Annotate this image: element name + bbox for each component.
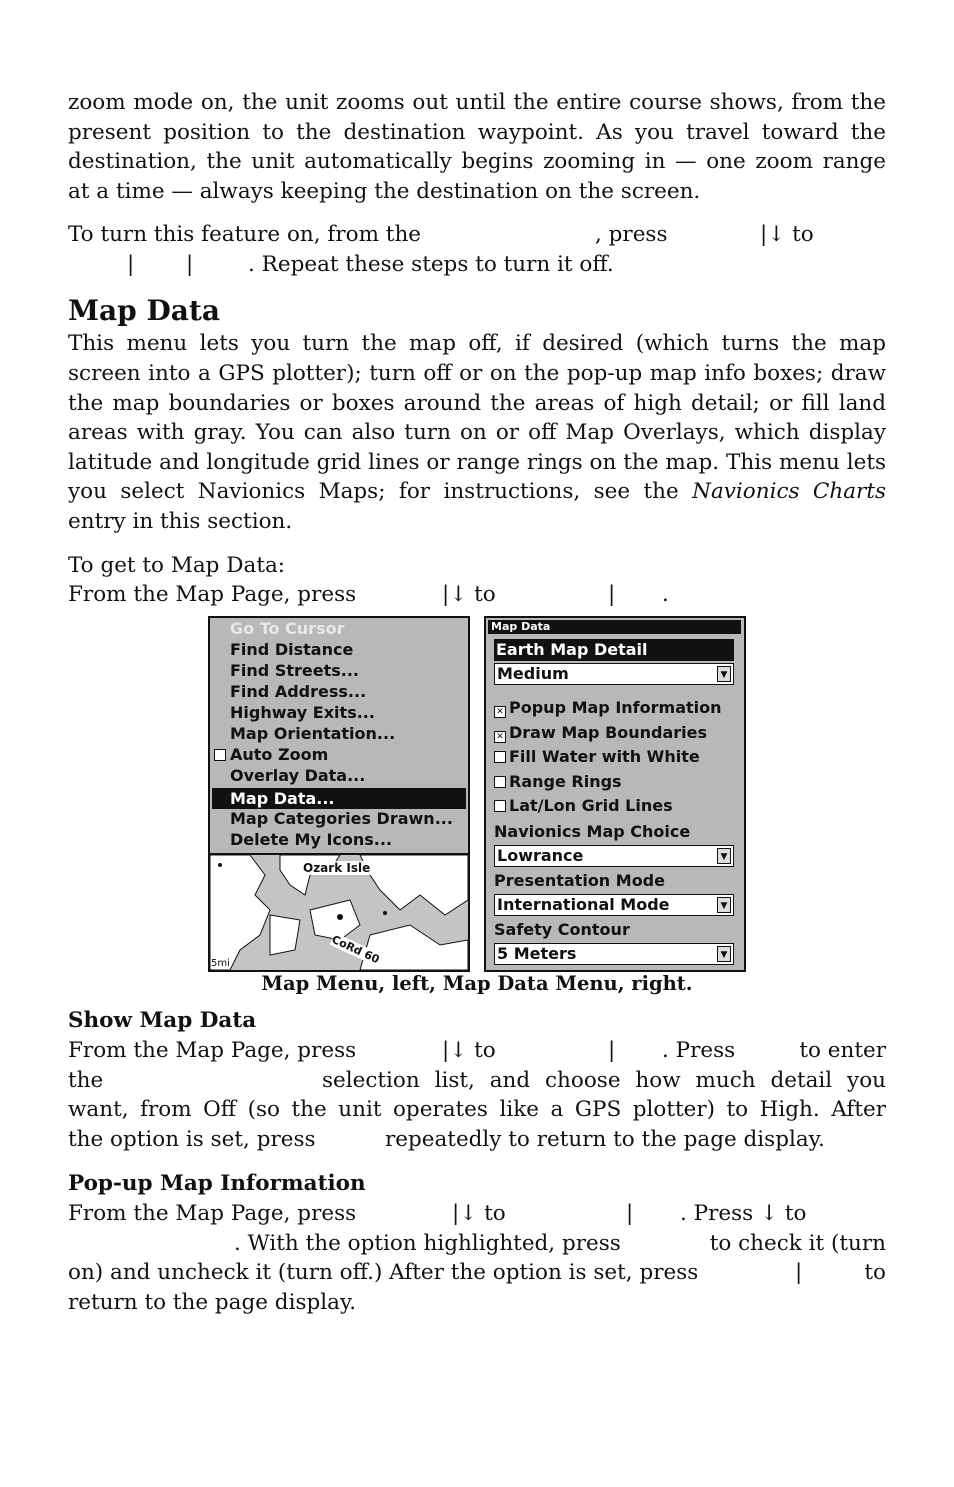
intro-text-a: To turn this feature on, from the: [68, 222, 422, 248]
earth-map-detail-value: Medium: [497, 664, 569, 684]
dropdown-arrow-icon[interactable]: ▼: [717, 946, 731, 962]
map-data-titlebar: Map Data: [488, 620, 741, 634]
intro-text-f: . Repeat these steps to turn it off.: [248, 251, 614, 277]
fill-water-checkbox[interactable]: [494, 751, 506, 763]
map-preview: [210, 853, 468, 970]
popup-info-body: [68, 1199, 886, 1318]
show-map-l1d: . Press: [662, 1038, 736, 1064]
navionics-choice-select[interactable]: [494, 845, 734, 867]
menu-map-data[interactable]: Map Data...: [212, 788, 466, 809]
dropdown-arrow-icon[interactable]: ▼: [717, 848, 731, 864]
popup-checkbox[interactable]: ✕: [494, 706, 506, 718]
map-menu-screen: [208, 616, 470, 972]
boundaries-checkbox[interactable]: ✕: [494, 731, 506, 743]
grid-lines-option[interactable]: [494, 795, 673, 817]
menu-auto-zoom[interactable]: Auto Zoom: [230, 745, 329, 765]
intro-text-d: |: [127, 251, 135, 277]
show-map-l1c: |: [608, 1038, 616, 1064]
grid-lines-label: Lat/Lon Grid Lines: [509, 796, 673, 816]
show-map-l1e: to enter: [799, 1038, 886, 1064]
safety-contour-label: Safety Contour: [494, 920, 630, 940]
menu-find-streets[interactable]: Find Streets...: [230, 661, 359, 681]
get-to-d: .: [662, 582, 669, 608]
range-rings-checkbox[interactable]: [494, 776, 506, 788]
show-map-l2b: selection list, and choose how much detail you: [322, 1067, 886, 1093]
navionics-charts-ref: Navionics Charts: [692, 479, 886, 505]
get-to-label: To get to Map Data:: [68, 552, 286, 578]
dropdown-arrow-icon[interactable]: ▼: [717, 666, 731, 682]
menu-find-address[interactable]: Find Address...: [230, 682, 367, 702]
fill-water-label: Fill Water with White: [509, 747, 700, 767]
auto-zoom-checkbox[interactable]: [214, 749, 226, 761]
popup-l3a: on) and uncheck it (turn off.) After the option is set, press: [68, 1260, 699, 1286]
get-to-a: From the Map Page, press: [68, 582, 357, 608]
menu-go-to-cursor[interactable]: Go To Cursor: [230, 619, 345, 639]
intro-text-e: |: [186, 251, 194, 277]
safety-contour-select[interactable]: [494, 943, 734, 965]
show-map-l1a: From the Map Page, press: [68, 1038, 357, 1064]
menu-highway-exits[interactable]: Highway Exits...: [230, 703, 375, 723]
page: [68, 88, 886, 1318]
intro-paragraph: zoom mode on, the unit zooms out until the entire course shows, from the present position to the destination waypoint. As you travel toward the destination, the unit automatically begins zooming in — one zoom range at a time — always keeping the destination on the screen.: [68, 90, 886, 204]
figure-screens: [68, 610, 886, 970]
map-data-screen: [484, 616, 746, 972]
menu-find-distance[interactable]: Find Distance: [230, 640, 354, 660]
figure-caption: Map Menu, left, Map Data Menu, right.: [261, 972, 693, 996]
presentation-mode-value: International Mode: [497, 895, 670, 915]
get-to-instructions: [68, 580, 886, 610]
navionics-choice-label: Navionics Map Choice: [494, 822, 691, 842]
intro-text-b: , press: [595, 222, 668, 248]
range-rings-option[interactable]: [494, 771, 622, 793]
boundaries-label: Draw Map Boundaries: [509, 723, 708, 743]
grid-lines-checkbox[interactable]: [494, 800, 506, 812]
map-scale-label: 5mi: [211, 958, 230, 970]
draw-boundaries-option[interactable]: [494, 722, 707, 744]
get-to-b: |↓ to: [442, 582, 496, 608]
range-rings-label: Range Rings: [509, 772, 622, 792]
section-heading-show-map-data: Show Map Data: [68, 1008, 257, 1034]
dropdown-arrow-icon[interactable]: ▼: [717, 897, 731, 913]
presentation-mode-label: Presentation Mode: [494, 871, 665, 891]
popup-l4: return to the page display.: [68, 1289, 357, 1315]
show-map-l3: want, from Off (so the unit operates like a GPS plotter) to High. After: [68, 1097, 886, 1123]
earth-map-detail-select[interactable]: [494, 663, 734, 685]
show-map-l4b: repeatedly to return to the page display.: [385, 1126, 825, 1152]
menu-map-orientation[interactable]: Map Orientation...: [230, 724, 396, 744]
menu-map-categories-drawn[interactable]: Map Categories Drawn...: [230, 809, 453, 829]
show-map-l2a: the: [68, 1067, 104, 1093]
presentation-mode-select[interactable]: [494, 894, 734, 916]
show-map-data-body: [68, 1036, 886, 1155]
map-data-body: [68, 329, 886, 536]
popup-label: Popup Map Information: [509, 698, 722, 718]
map-place-label: Ozark Isle: [303, 861, 371, 876]
popup-map-info-option[interactable]: [494, 697, 722, 719]
menu-delete-my-icons[interactable]: Delete My Icons...: [230, 830, 393, 850]
menu-overlay-data[interactable]: Overlay Data...: [230, 766, 366, 786]
intro-text-c: |↓ to: [760, 222, 814, 248]
popup-l1b: |↓ to: [452, 1201, 506, 1227]
map-road-label: CoRd 60: [329, 932, 382, 967]
navionics-choice-value: Lowrance: [497, 846, 584, 866]
get-to-c: |: [608, 582, 616, 608]
fill-water-option[interactable]: [494, 746, 700, 768]
popup-l1d: . Press ↓ to: [680, 1201, 807, 1227]
popup-l2b: to check it (turn: [709, 1230, 886, 1256]
section-heading-popup-info: Pop-up Map Information: [68, 1171, 366, 1197]
show-map-l1b: |↓ to: [442, 1038, 496, 1064]
popup-l2a: . With the option highlighted, press: [234, 1230, 621, 1256]
section-heading-map-data: Map Data: [68, 294, 220, 328]
map-data-body-b: entry in this section.: [68, 508, 293, 534]
popup-l3b: |: [795, 1260, 803, 1286]
popup-l3c: to: [864, 1260, 886, 1286]
safety-contour-value: 5 Meters: [497, 944, 577, 964]
popup-l1c: |: [626, 1201, 634, 1227]
intro-instructions: [68, 220, 886, 279]
earth-map-detail-label: Earth Map Detail: [494, 639, 734, 661]
map-data-body-a: This menu lets you turn the map off, if desired (which turns the map screen into a GPS plotter); turn off or on the pop-up map info boxes; draw the map boundaries or boxes around the areas of high detail; or fill land areas with gray. You can also turn on or off Map Overlays, which display latitude and longitude grid lines or range rings on the map. This menu lets you select Navionics Maps; for instructions, see the: [68, 331, 886, 505]
popup-l1a: From the Map Page, press: [68, 1201, 357, 1227]
show-map-l4a: the option is set, press: [68, 1126, 316, 1152]
